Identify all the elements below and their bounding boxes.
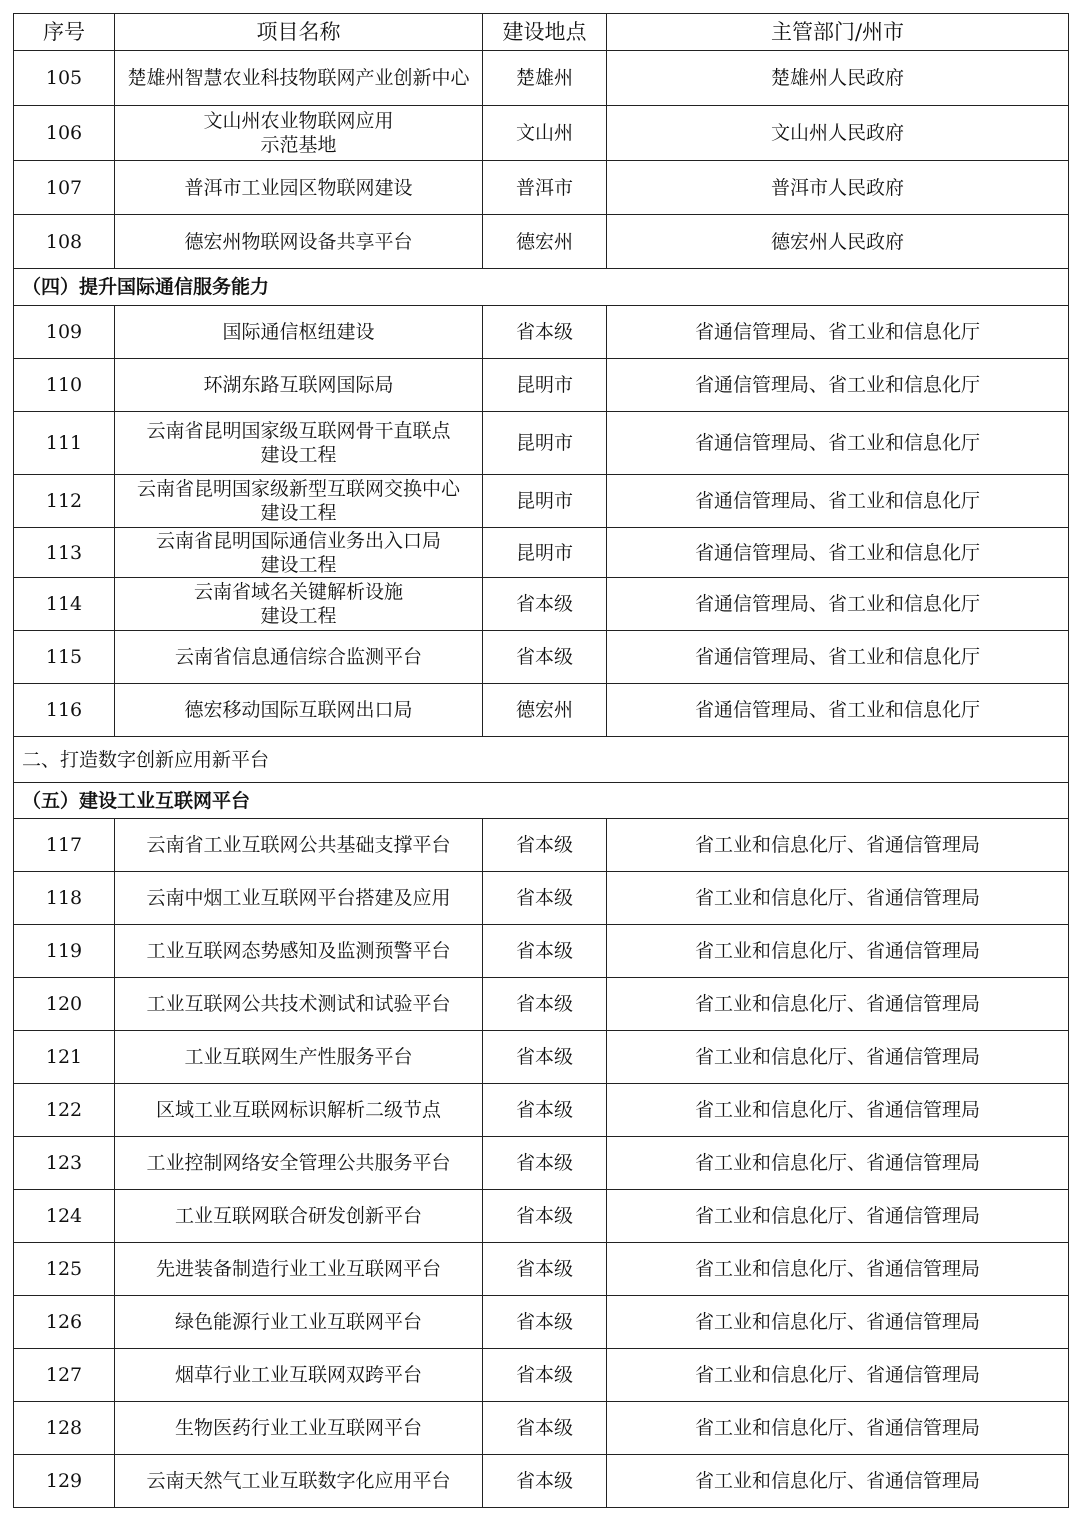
cell-location: 德宏州 — [483, 684, 607, 737]
cell-dept: 省工业和信息化厅、省通信管理局 — [607, 819, 1069, 872]
cell-dept: 省通信管理局、省工业和信息化厅 — [607, 359, 1069, 412]
cell-name: 云南省域名关键解析设施 建设工程 — [115, 578, 483, 631]
section-row — [14, 783, 1069, 819]
table-row — [14, 925, 1069, 978]
cell-no: 116 — [14, 684, 115, 737]
block-b — [14, 306, 1069, 737]
block-c — [14, 819, 1069, 1508]
cell-location: 楚雄州 — [483, 51, 607, 106]
cell-no: 108 — [14, 215, 115, 269]
cell-location: 省本级 — [483, 306, 607, 359]
cell-dept: 省工业和信息化厅、省通信管理局 — [607, 1455, 1069, 1508]
cell-location: 省本级 — [483, 1349, 607, 1402]
cell-location: 文山州 — [483, 106, 607, 161]
table-row — [14, 1455, 1069, 1508]
cell-no: 125 — [14, 1243, 115, 1296]
table-row — [14, 872, 1069, 925]
cell-name: 德宏州物联网设备共享平台 — [115, 215, 483, 269]
cell-name: 云南天然气工业互联数字化应用平台 — [115, 1455, 483, 1508]
part-row — [14, 737, 1069, 783]
cell-no: 126 — [14, 1296, 115, 1349]
cell-dept: 省通信管理局、省工业和信息化厅 — [607, 684, 1069, 737]
cell-name: 云南省昆明国际通信业务出入口局 建设工程 — [115, 528, 483, 578]
cell-name: 区域工业互联网标识解析二级节点 — [115, 1084, 483, 1137]
cell-dept: 省通信管理局、省工业和信息化厅 — [607, 631, 1069, 684]
cell-dept: 省工业和信息化厅、省通信管理局 — [607, 1084, 1069, 1137]
cell-name: 环湖东路互联网国际局 — [115, 359, 483, 412]
project-table — [13, 13, 1069, 1508]
table-row — [14, 1084, 1069, 1137]
table-row — [14, 819, 1069, 872]
table-row — [14, 578, 1069, 631]
table-row — [14, 1349, 1069, 1402]
table-row — [14, 161, 1069, 215]
cell-dept: 省通信管理局、省工业和信息化厅 — [607, 306, 1069, 359]
cell-location: 省本级 — [483, 978, 607, 1031]
cell-location: 普洱市 — [483, 161, 607, 215]
cell-no: 119 — [14, 925, 115, 978]
cell-dept: 楚雄州人民政府 — [607, 51, 1069, 106]
cell-no: 110 — [14, 359, 115, 412]
cell-location: 德宏州 — [483, 215, 607, 269]
cell-location: 昆明市 — [483, 412, 607, 475]
table-row — [14, 1243, 1069, 1296]
cell-no: 118 — [14, 872, 115, 925]
cell-no: 122 — [14, 1084, 115, 1137]
cell-location: 省本级 — [483, 925, 607, 978]
cell-location: 省本级 — [483, 1455, 607, 1508]
section-row — [14, 269, 1069, 306]
cell-name: 工业控制网络安全管理公共服务平台 — [115, 1137, 483, 1190]
cell-location: 昆明市 — [483, 528, 607, 578]
table-row — [14, 1190, 1069, 1243]
cell-name: 云南省昆明国家级新型互联网交换中心 建设工程 — [115, 475, 483, 528]
cell-name: 生物医药行业工业互联网平台 — [115, 1402, 483, 1455]
cell-no: 128 — [14, 1402, 115, 1455]
cell-no: 113 — [14, 528, 115, 578]
cell-dept: 省通信管理局、省工业和信息化厅 — [607, 412, 1069, 475]
cell-no: 124 — [14, 1190, 115, 1243]
cell-dept: 省工业和信息化厅、省通信管理局 — [607, 1296, 1069, 1349]
cell-no: 107 — [14, 161, 115, 215]
cell-no: 120 — [14, 978, 115, 1031]
cell-location: 省本级 — [483, 872, 607, 925]
cell-name: 云南中烟工业互联网平台搭建及应用 — [115, 872, 483, 925]
cell-name: 工业互联网生产性服务平台 — [115, 1031, 483, 1084]
cell-name: 云南省昆明国家级互联网骨干直联点 建设工程 — [115, 412, 483, 475]
cell-no: 105 — [14, 51, 115, 106]
cell-location: 省本级 — [483, 1243, 607, 1296]
cell-no: 111 — [14, 412, 115, 475]
header-dept: 主管部门/州市 — [607, 14, 1069, 51]
cell-location: 省本级 — [483, 1084, 607, 1137]
section-title-4: （四）提升国际通信服务能力 — [14, 269, 1069, 306]
cell-no: 121 — [14, 1031, 115, 1084]
cell-dept: 省工业和信息化厅、省通信管理局 — [607, 1349, 1069, 1402]
cell-name: 国际通信枢纽建设 — [115, 306, 483, 359]
cell-dept: 省工业和信息化厅、省通信管理局 — [607, 925, 1069, 978]
cell-name: 工业互联网联合研发创新平台 — [115, 1190, 483, 1243]
block-a — [14, 51, 1069, 269]
section-title-5: （五）建设工业互联网平台 — [14, 783, 1069, 819]
cell-no: 114 — [14, 578, 115, 631]
cell-name: 普洱市工业园区物联网建设 — [115, 161, 483, 215]
cell-dept: 省工业和信息化厅、省通信管理局 — [607, 1243, 1069, 1296]
cell-no: 106 — [14, 106, 115, 161]
cell-name: 德宏移动国际互联网出口局 — [115, 684, 483, 737]
cell-no: 109 — [14, 306, 115, 359]
table-row — [14, 215, 1069, 269]
table-row — [14, 528, 1069, 578]
cell-no: 115 — [14, 631, 115, 684]
table-row — [14, 684, 1069, 737]
cell-no: 112 — [14, 475, 115, 528]
cell-location: 省本级 — [483, 578, 607, 631]
cell-dept: 省通信管理局、省工业和信息化厅 — [607, 578, 1069, 631]
cell-name: 楚雄州智慧农业科技物联网产业创新中心 — [115, 51, 483, 106]
cell-dept: 省通信管理局、省工业和信息化厅 — [607, 475, 1069, 528]
cell-no: 127 — [14, 1349, 115, 1402]
header-location: 建设地点 — [483, 14, 607, 51]
cell-name: 绿色能源行业工业互联网平台 — [115, 1296, 483, 1349]
cell-dept: 省工业和信息化厅、省通信管理局 — [607, 1190, 1069, 1243]
cell-name: 云南省工业互联网公共基础支撑平台 — [115, 819, 483, 872]
cell-location: 昆明市 — [483, 475, 607, 528]
table-row — [14, 978, 1069, 1031]
cell-no: 117 — [14, 819, 115, 872]
cell-no: 129 — [14, 1455, 115, 1508]
cell-dept: 省工业和信息化厅、省通信管理局 — [607, 872, 1069, 925]
cell-dept: 德宏州人民政府 — [607, 215, 1069, 269]
table-row — [14, 1402, 1069, 1455]
cell-location: 省本级 — [483, 1296, 607, 1349]
table-row — [14, 412, 1069, 475]
table-row — [14, 51, 1069, 106]
header-no: 序号 — [14, 14, 115, 51]
cell-location: 省本级 — [483, 819, 607, 872]
cell-no: 123 — [14, 1137, 115, 1190]
table-row — [14, 1296, 1069, 1349]
cell-location: 省本级 — [483, 631, 607, 684]
cell-location: 省本级 — [483, 1190, 607, 1243]
cell-dept: 文山州人民政府 — [607, 106, 1069, 161]
cell-name: 工业互联网公共技术测试和试验平台 — [115, 978, 483, 1031]
cell-location: 省本级 — [483, 1031, 607, 1084]
table-row — [14, 631, 1069, 684]
cell-dept: 省通信管理局、省工业和信息化厅 — [607, 528, 1069, 578]
table-row — [14, 1031, 1069, 1084]
header-name: 项目名称 — [115, 14, 483, 51]
cell-name: 工业互联网态势感知及监测预警平台 — [115, 925, 483, 978]
cell-location: 省本级 — [483, 1402, 607, 1455]
cell-dept: 省工业和信息化厅、省通信管理局 — [607, 1031, 1069, 1084]
cell-name: 先进装备制造行业工业互联网平台 — [115, 1243, 483, 1296]
cell-name: 烟草行业工业互联网双跨平台 — [115, 1349, 483, 1402]
cell-dept: 普洱市人民政府 — [607, 161, 1069, 215]
part-title-2: 二、打造数字创新应用新平台 — [14, 737, 1069, 783]
cell-name: 云南省信息通信综合监测平台 — [115, 631, 483, 684]
table-row — [14, 1137, 1069, 1190]
table-row — [14, 306, 1069, 359]
header-row — [14, 14, 1069, 51]
cell-location: 省本级 — [483, 1137, 607, 1190]
cell-dept: 省工业和信息化厅、省通信管理局 — [607, 1402, 1069, 1455]
cell-dept: 省工业和信息化厅、省通信管理局 — [607, 978, 1069, 1031]
table-row — [14, 106, 1069, 161]
table-row — [14, 475, 1069, 528]
cell-dept: 省工业和信息化厅、省通信管理局 — [607, 1137, 1069, 1190]
table-row — [14, 359, 1069, 412]
cell-name: 文山州农业物联网应用 示范基地 — [115, 106, 483, 161]
cell-location: 昆明市 — [483, 359, 607, 412]
